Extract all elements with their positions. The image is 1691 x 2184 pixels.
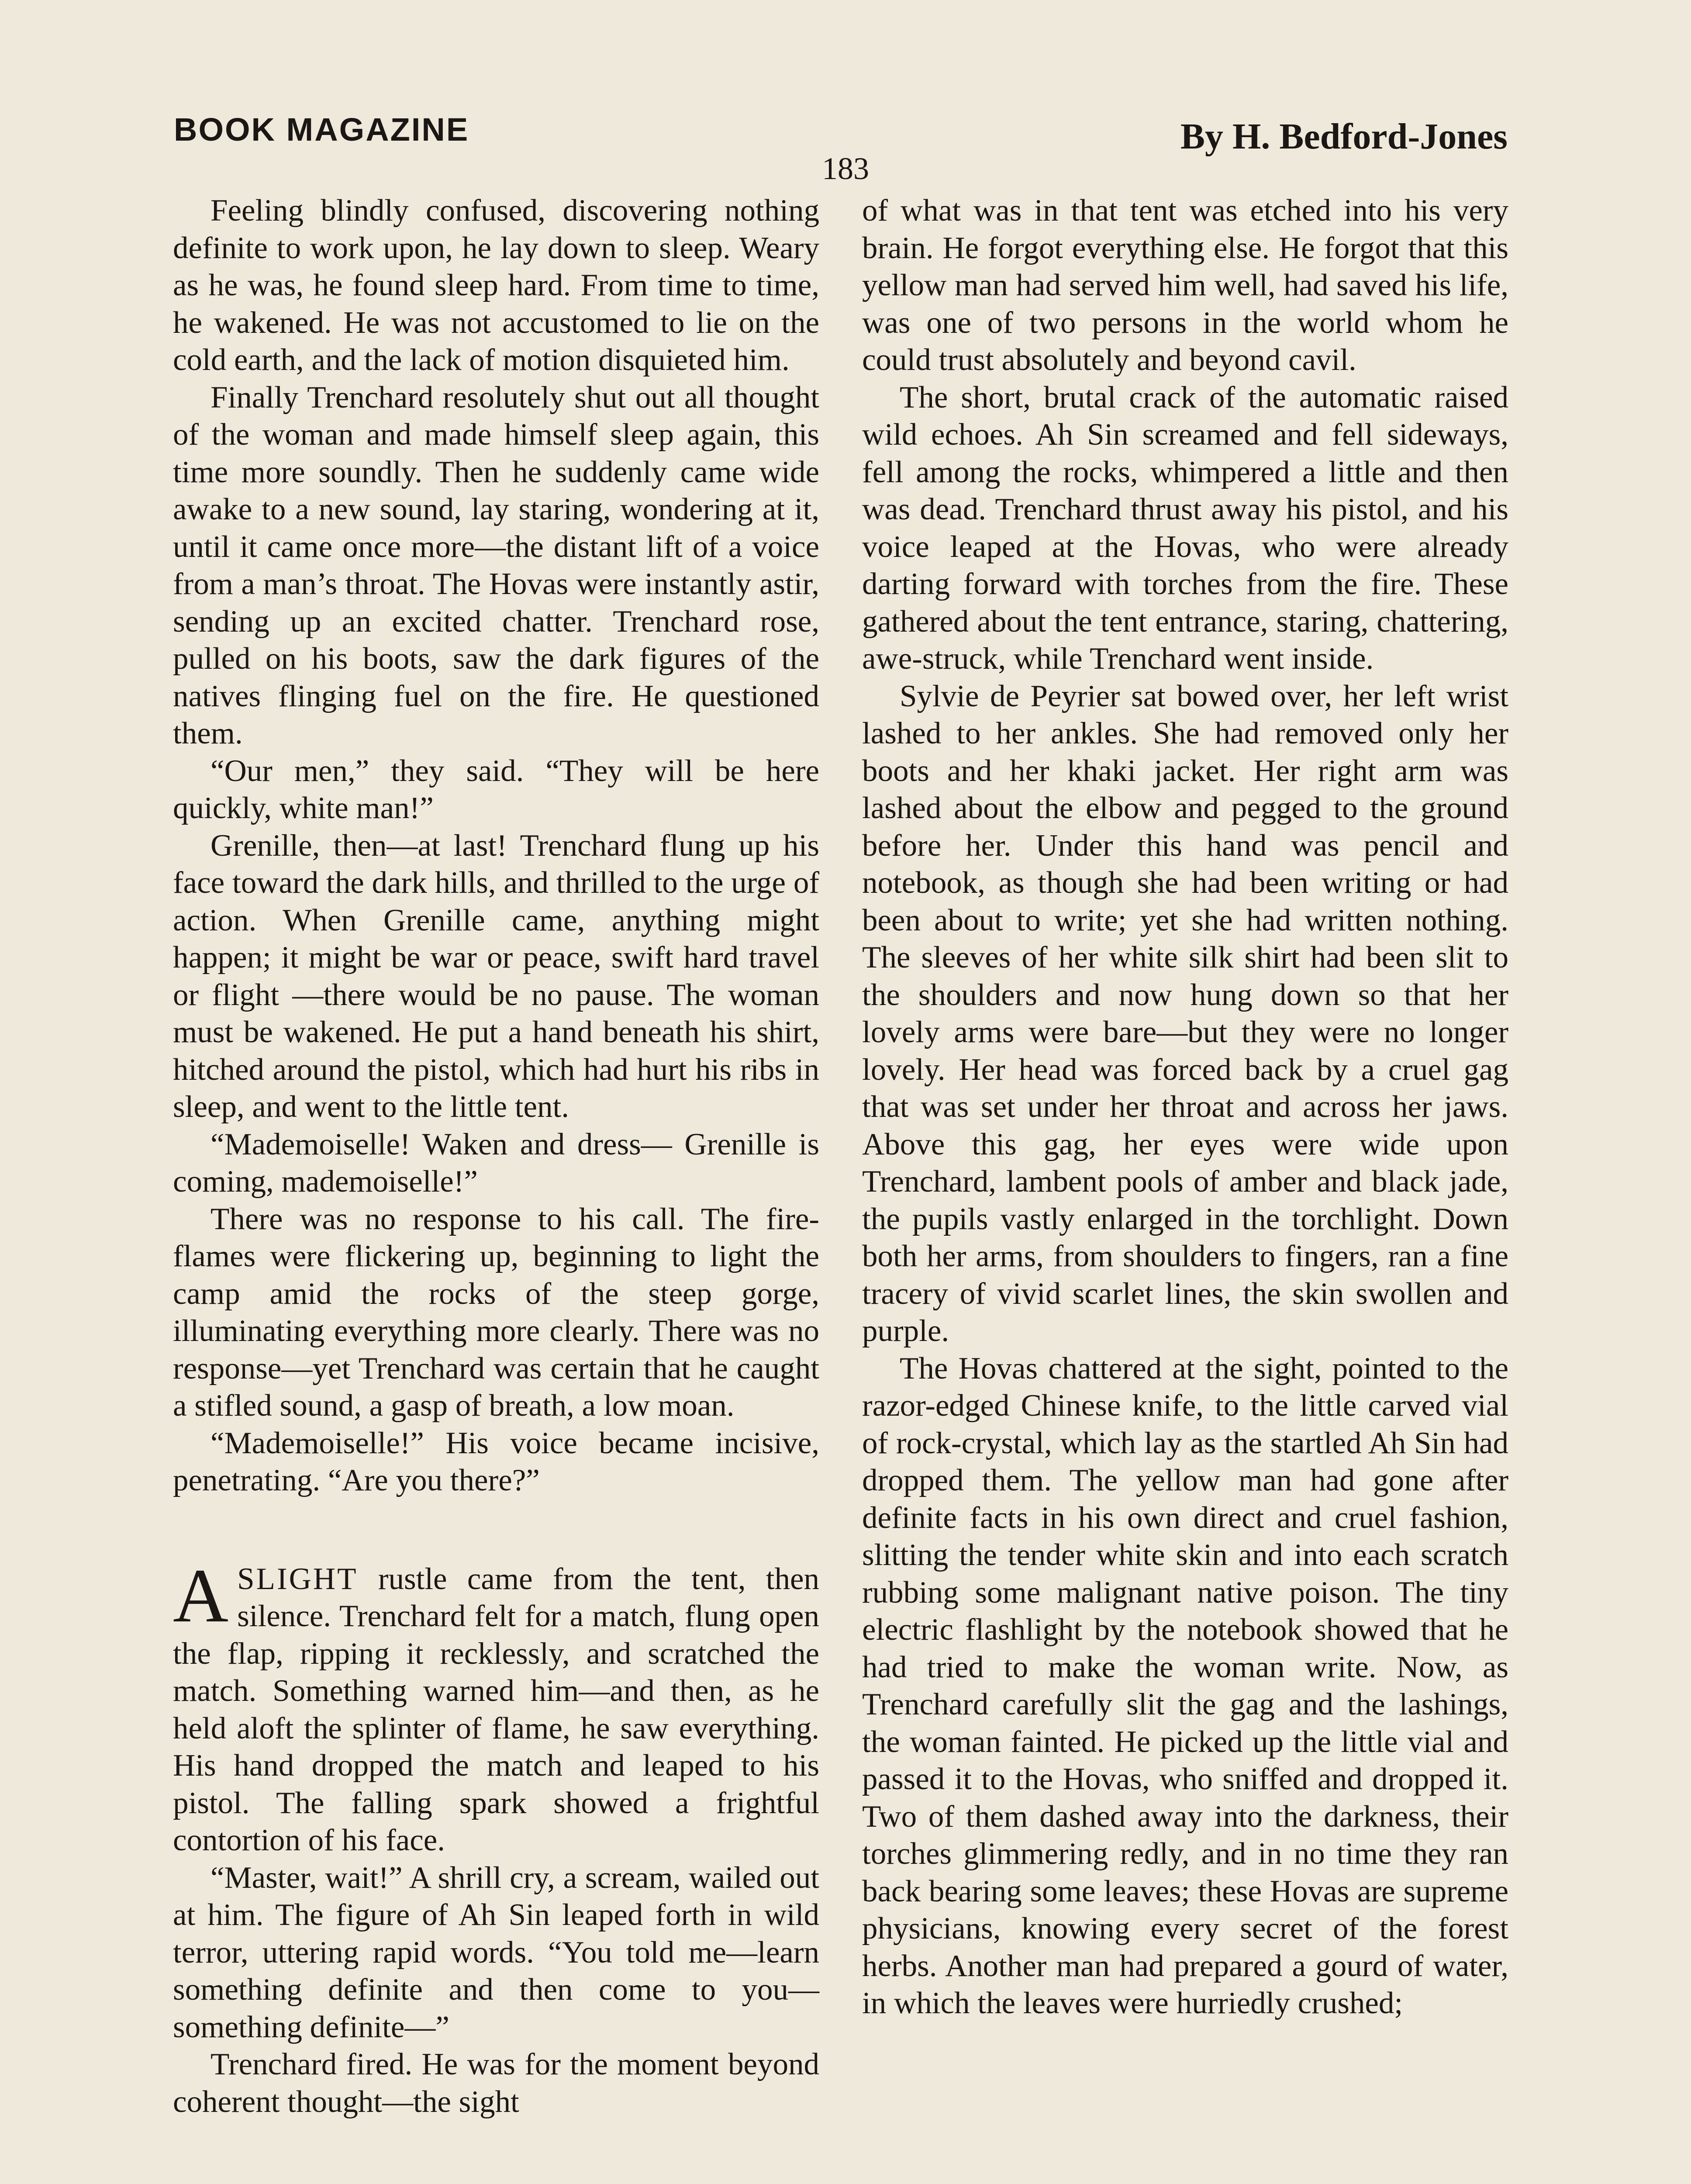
- section-break: [173, 1500, 819, 1561]
- paragraph: “Mademoiselle!” His voice became incisive, penetrating. “Are you there?”: [173, 1426, 819, 1497]
- drop-cap: A: [173, 1553, 229, 1638]
- paragraph: “Our men,” they said. “They will be here quickly, white man!”: [173, 753, 819, 825]
- paragraph: Trenchard fired. He was for the moment beyond coherent thought—the sight: [173, 2047, 819, 2119]
- magazine-title: BOOK MAGAZINE: [174, 111, 469, 148]
- paragraph: The Hovas chattered at the sight, pointed to the razor-edged Chinese knife, to the little carved vial of rock-crystal, which lay as the startled Ah Sin had dropped them. The yellow man had gone after definite facts in his own direct and cruel fashion, slitting the tender white skin and into each scratch rubbing some malignant native poison. The tiny electric flashlight by the notebook showed that he had tried to make the woman write. Now, as Trenchard carefully slit the gag and the lashings, the woman fainted. He picked up the little vial and passed it to the Hovas, who sniffed and dropped it. Two of them dashed away into the darkness, their torches glimmering redly, and in no time they ran back bearing some leaves; these Hovas are supreme physicians, knowing every secret of the forest herbs. Another man had prepared a gourd of water, in which the leaves were hurriedly crushed;: [862, 1351, 1508, 2020]
- author-byline: By H. Bedford-Jones: [1180, 116, 1508, 157]
- paragraph: There was no response to his call. The fire-flames were flickering up, beginning to light the camp amid the rocks of the steep gorge, illuminating everything more clearly. There was no response—yet Trenchard was certain that he caught a stifled sound, a gasp of breath, a low moan.: [173, 1202, 819, 1423]
- left-column: [173, 192, 819, 2121]
- paragraph: Finally Trenchard resolutely shut out all thought of the woman and made himself sleep again, this time more soundly. Then he suddenly came wide awake to a new sound, lay staring, wondering at it, until it came once more—the distant lift of a voice from a man’s throat. The Hovas were instantly astir, sending up an excited chatter. Trenchard rose, pulled on his boots, saw the dark figures of the natives flinging fuel on the fire. He questioned them.: [173, 380, 819, 750]
- paragraph: The short, brutal crack of the automatic raised wild echoes. Ah Sin screamed and fell sideways, fell among the rocks, whimpered a little and then was dead. Trenchard thrust away his pistol, and his voice leaped at the Hovas, who were already darting forward with torches from the fire. These gathered about the tent entrance, staring, chattering, awe-struck, while Trenchard went inside.: [862, 380, 1508, 676]
- right-column: [862, 192, 1508, 2022]
- lead-in-smallcaps: SLIGHT: [237, 1562, 358, 1596]
- paragraph-text: rustle came from the tent, then silence. Trenchard felt for a match, flung open the flap, ripping it recklessly, and scratched the match. Something warned him—and then, as he held aloft the splinter of flame, he saw everything. His hand dropped the match and leaped to his pistol. The falling spark showed a frightful contortion of his face.: [173, 1562, 819, 1857]
- running-head: [174, 100, 1508, 157]
- paragraph: “Master, wait!” A shrill cry, a scream, wailed out at him. The figure of Ah Sin leaped forth in wild terror, uttering rapid words. “You told me—learn something definite and then come to you—something definite—”: [173, 1860, 819, 2044]
- page-number: 183: [822, 151, 869, 186]
- paragraph: Sylvie de Peyrier sat bowed over, her left wrist lashed to her ankles. She had removed only her boots and her khaki jacket. Her right arm was lashed about the elbow and pegged to the ground before her. Under this hand was pencil and notebook, as though she had been writing or had been about to write; yet she had written nothing. The sleeves of her white silk shirt had been slit to the shoulders and now hung down so that her lovely arms were bare—but they were no longer lovely. Her head was forced back by a cruel gag that was set under her throat and across her jaws. Above this gag, her eyes were wide upon Trenchard, lambent pools of amber and black jade, the pupils vastly enlarged in the torchlight. Down both her arms, from shoulders to fingers, ran a fine tracery of vivid scarlet lines, the skin swollen and purple.: [862, 679, 1508, 1348]
- paragraph: Grenille, then—at last! Trenchard flung up his face toward the dark hills, and thrilled to the urge of action. When Grenille came, anything might happen; it might be war or peace, swift hard travel or flight —there would be no pause. The woman must be wakened. He put a hand beneath his shirt, hitched around the pistol, which had hurt his ribs in sleep, and went to the little tent.: [173, 828, 819, 1124]
- paragraph: Feeling blindly confused, discovering nothing definite to work upon, he lay down to sleep. Weary as he was, he found sleep hard. From time to time, he wakened. He was not accustomed to lie on the cold earth, and the lack of motion disquieted him.: [173, 194, 819, 377]
- paragraph-continued: of what was in that tent was etched into his very brain. He forgot everything else. He forgot that this yellow man had served him well, had saved his life, was one of two persons in the world whom he could trust absolutely and beyond cavil.: [862, 194, 1508, 377]
- section-opening-paragraph: [173, 1553, 819, 1859]
- paragraph: “Mademoiselle! Waken and dress— Grenille is coming, mademoiselle!”: [173, 1127, 819, 1199]
